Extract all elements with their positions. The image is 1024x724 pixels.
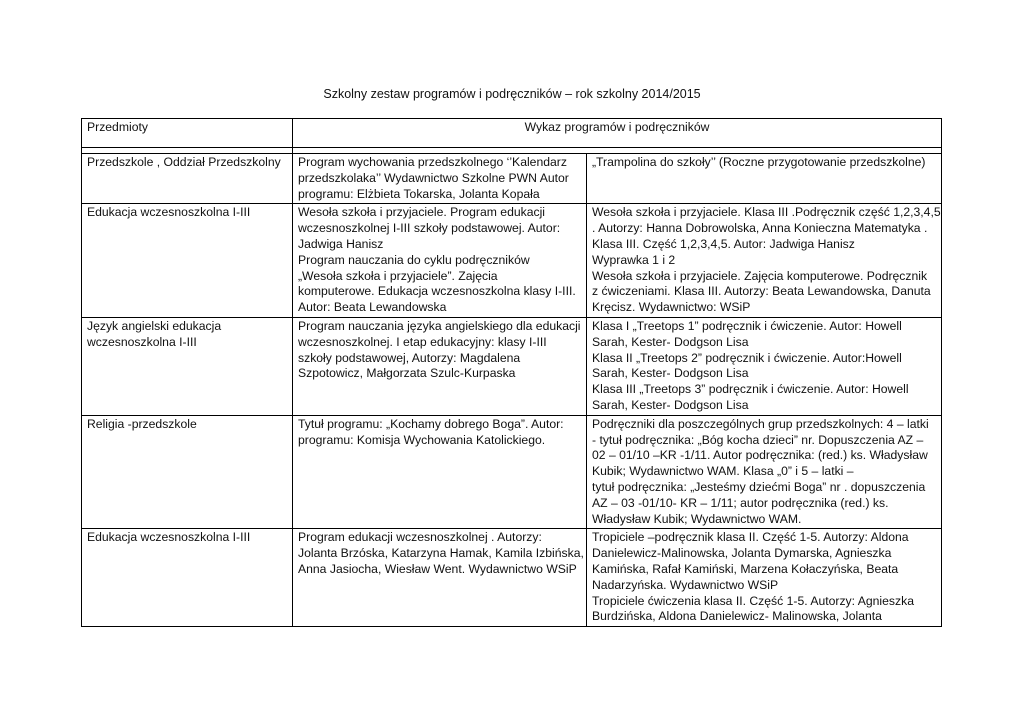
cell-line: Klasa I „Treetops 1” podręcznik i ćwiczenie. Autor: Howell <box>592 318 902 333</box>
cell-line: Wesoła szkoła i przyjaciele. Zajęcia komputerowe. Podręcznik <box>592 268 928 283</box>
header-subjects: Przedmioty <box>82 119 293 148</box>
books-cell <box>587 204 942 318</box>
cell-line: Wyprawka 1 i 2 <box>592 252 676 267</box>
books-cell <box>587 529 942 627</box>
cell-line: Tropiciele ćwiczenia klasa II. Część 1-5. Autorzy: Agnieszka <box>592 593 914 608</box>
cell-line: Anna Jasiocha, Wiesław Went. Wydawnictwo WSiP <box>298 561 577 576</box>
cell-line: Program nauczania do cyklu podręczników <box>298 252 530 267</box>
cell-line: Wesoła szkoła i przyjaciele. Program edukacji <box>298 205 546 220</box>
subject-cell <box>82 204 293 318</box>
table-header-row <box>82 119 942 148</box>
cell-line: Szpotowicz, Małgorzata Szulc-Kurpaska <box>298 366 516 381</box>
cell-line: - tytuł podręcznika: „Bóg kocha dzieci” nr. Dopuszczenia AZ – <box>592 432 924 447</box>
cell-line: programu: Komisja Wychowania Katolickiego. <box>298 432 546 447</box>
cell-line: Sarah, Kester- Dodgson Lisa <box>592 397 749 412</box>
cell-line: Język angielski edukacja <box>87 318 222 333</box>
cell-line: Religia -przedszkole <box>87 416 197 431</box>
books-cell <box>587 415 942 529</box>
cell-line: Danielewicz-Malinowska, Jolanta Dymarska, Agnieszka <box>592 546 892 561</box>
subject-cell <box>82 154 293 204</box>
cell-line: Sarah, Kester- Dodgson Lisa <box>592 334 749 349</box>
cell-line: Tytuł programu: „Kochamy dobrego Boga”. Autor: <box>298 416 564 431</box>
cell-line: 02 – 01/10 –KR -1/11. Autor podręcznika: (red.) ks. Władysław <box>592 448 928 463</box>
program-cell <box>293 154 587 204</box>
cell-line: Program edukacji wczesnoszkolnej . Autorzy: <box>298 530 542 545</box>
cell-line: Program wychowania przedszkolnego ‘’Kalendarz <box>298 155 567 169</box>
cell-line: wczesnoszkolnej. I etap edukacyjny: klasy I-III <box>298 334 547 349</box>
books-cell <box>587 154 942 204</box>
cell-line: programu: Elżbieta Tokarska, Jolanta Kopała <box>298 186 540 201</box>
program-cell <box>293 529 587 627</box>
cell-line: Edukacja wczesnoszkolna I-III <box>87 205 251 220</box>
cell-line: wczesnoszkolna I-III <box>87 334 197 349</box>
cell-line: Kubik; Wydawnictwo WAM. Klasa „0” i 5 – latki – <box>592 464 854 479</box>
cell-line: Program nauczania języka angielskiego dla edukacji <box>298 318 581 333</box>
page-title: Szkolny zestaw programów i podręczników – rok szkolny 2014/2015 <box>323 87 701 101</box>
cell-line: „Trampolina do szkoły’’ (Roczne przygotowanie przedszkolne) <box>592 155 926 169</box>
program-cell <box>293 415 587 529</box>
program-cell <box>293 317 587 415</box>
cell-line: Podręczniki dla poszczególnych grup przedszkolnych: 4 – latki <box>592 416 929 431</box>
table-row <box>82 204 942 318</box>
subject-cell <box>82 415 293 529</box>
table-row <box>82 154 942 204</box>
books-cell <box>587 317 942 415</box>
cell-line: Przedszkole , Oddział Przedszkolny <box>87 155 281 169</box>
cell-line: przedszkolaka’’ Wydawnictwo Szkolne PWN Autor <box>298 170 569 185</box>
cell-line: Klasa III. Część 1,2,3,4,5. Autor: Jadwiga Hanisz <box>592 236 855 251</box>
subject-cell <box>82 317 293 415</box>
cell-line: Kamińska, Rafał Kamiński, Marzena Kołaczyńska, Beata <box>592 561 899 576</box>
cell-line: „Wesoła szkoła i przyjaciele”. Zajęcia <box>298 268 498 283</box>
cell-line: Kręcisz. Wydawnictwo: WSiP <box>592 300 751 315</box>
cell-line: komputerowe. Edukacja wczesnoszkolna klasy I-III. <box>298 284 576 299</box>
subject-cell <box>82 529 293 627</box>
cell-line: Burdzińska, Aldona Danielewicz- Malinowska, Jolanta <box>592 609 882 624</box>
cell-line: Wesoła szkoła i przyjaciele. Klasa III .Podręcznik część 1,2,3,4,5 <box>592 205 941 220</box>
header-programs-and-books: Wykaz programów i podręczników <box>293 119 942 148</box>
table-row <box>82 415 942 529</box>
cell-line: Klasa III „Treetops 3” podręcznik i ćwiczenie. Autor: Howell <box>592 382 909 397</box>
cell-line: z ćwiczeniami. Klasa III. Autorzy: Beata Lewandowska, Danuta <box>592 284 931 299</box>
cell-line: Jadwiga Hanisz <box>298 236 384 251</box>
program-cell <box>293 204 587 318</box>
table-row <box>82 317 942 415</box>
cell-line: Jolanta Brzóska, Katarzyna Hamak, Kamila Izbińska, <box>298 546 584 561</box>
cell-line: Władysław Kubik; Wydawnictwo WAM. <box>592 511 802 526</box>
programs-table <box>81 118 942 627</box>
cell-line: szkoły podstawowej, Autorzy: Magdalena <box>298 350 521 365</box>
cell-line: Tropiciele –podręcznik klasa II. Część 1-5. Autorzy: Aldona <box>592 530 909 545</box>
cell-line: tytuł podręcznika: „Jesteśmy dziećmi Boga” nr . dopuszczenia <box>592 479 926 494</box>
table-row <box>82 529 942 627</box>
cell-line: wczesnoszkolnej I-III szkoły podstawowej. Autor: <box>298 221 561 236</box>
cell-line: Klasa II „Treetops 2” podręcznik i ćwiczenie. Autor:Howell <box>592 350 902 365</box>
cell-line: Edukacja wczesnoszkolna I-III <box>87 530 251 545</box>
cell-line: Autor: Beata Lewandowska <box>298 300 447 315</box>
cell-line: AZ – 03 -01/10- KR – 1/11; autor podręcznika (red.) ks. <box>592 495 889 510</box>
cell-line: . Autorzy: Hanna Dobrowolska, Anna Konieczna Matematyka . <box>592 221 928 236</box>
cell-line: Sarah, Kester- Dodgson Lisa <box>592 366 749 381</box>
cell-line: Nadarzyńska. Wydawnictwo WSiP <box>592 577 779 592</box>
